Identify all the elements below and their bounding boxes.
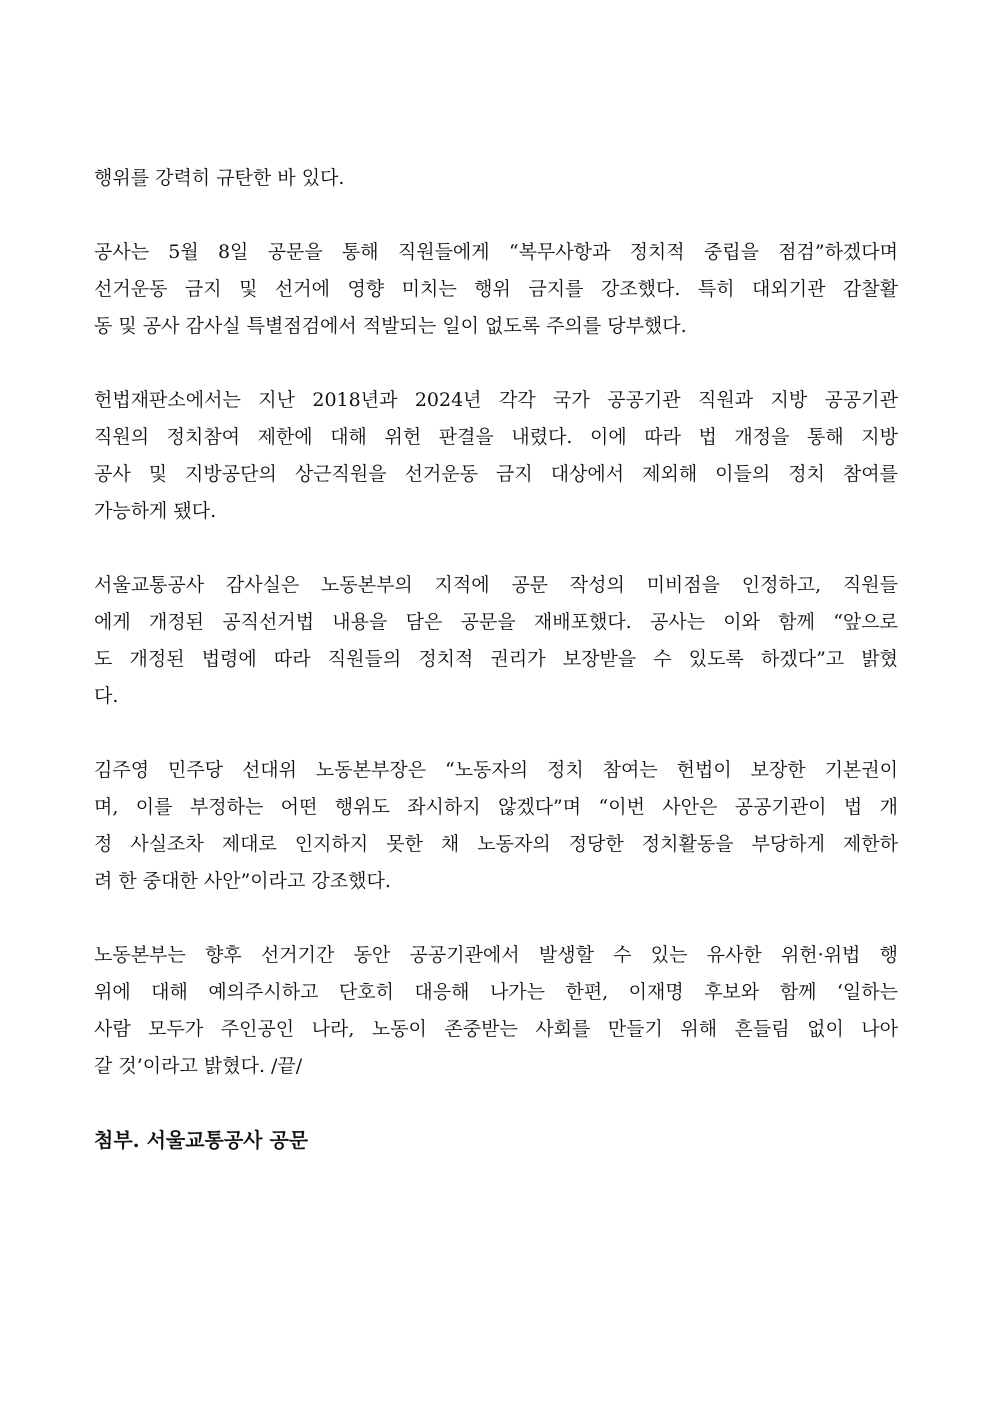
text-line: 동 및 공사 감사실 특별점검에서 적발되는 일이 없도록 주의를 당부했다. (94, 315, 687, 337)
text-line: 가능하게 됐다. (94, 500, 217, 522)
text-line: 에게 개정된 공직선거법 내용을 담은 공문을 재배포했다. 공사는 이와 함께 “앞으로 (94, 611, 898, 633)
text-line: 려 한 중대한 사안”이라고 강조했다. (94, 870, 391, 892)
document-page (94, 160, 898, 1159)
text-line: 사람 모두가 주인공인 나라, 노동이 존중받는 사회를 만들기 위해 흔들림 없이 나아 (94, 1018, 898, 1040)
paragraph-1 (94, 160, 898, 197)
paragraph-2 (94, 234, 898, 345)
text-line: 공사 및 지방공단의 상근직원을 선거운동 금지 대상에서 제외해 이들의 정치 참여를 (94, 463, 898, 485)
text-line: 정 사실조차 제대로 인지하지 못한 채 노동자의 정당한 정치활동을 부당하게 제한하 (94, 833, 898, 855)
text-line: 공사는 5월 8일 공문을 통해 직원들에게 “복무사항과 정치적 중립을 점검”하겠다며 (94, 241, 898, 263)
text-line: 헌법재판소에서는 지난 2018년과 2024년 각각 국가 공공기관 직원과 지방 공공기관 (94, 389, 898, 411)
text-line: 도 개정된 법령에 따라 직원들의 정치적 권리가 보장받을 수 있도록 하겠다”고 밝혔 (94, 648, 898, 670)
text-line: 직원의 정치참여 제한에 대해 위헌 판결을 내렸다. 이에 따라 법 개정을 통해 지방 (94, 426, 898, 448)
paragraph-3 (94, 382, 898, 530)
text-line: 선거운동 금지 및 선거에 영향 미치는 행위 금지를 강조했다. 특히 대외기관 감찰활 (94, 278, 898, 300)
text-line: 갈 것’이라고 밝혔다. /끝/ (94, 1055, 303, 1077)
paragraph-5 (94, 752, 898, 900)
paragraph-6 (94, 937, 898, 1085)
text-line: 다. (94, 685, 119, 707)
text-line: 김주영 민주당 선대위 노동본부장은 “노동자의 정치 참여는 헌법이 보장한 기본권이 (94, 759, 898, 781)
text-line: 노동본부는 향후 선거기간 동안 공공기관에서 발생할 수 있는 유사한 위헌·위법 행 (94, 944, 898, 966)
text-line: 행위를 강력히 규탄한 바 있다. (94, 167, 345, 189)
text-line: 서울교통공사 감사실은 노동본부의 지적에 공문 작성의 미비점을 인정하고, 직원들 (94, 574, 898, 596)
paragraph-4 (94, 567, 898, 715)
text-line: 며, 이를 부정하는 어떤 행위도 좌시하지 않겠다”며 “이번 사안은 공공기관이 법 개 (94, 796, 898, 818)
attachment-note: 첨부. 서울교통공사 공문 (94, 1128, 309, 1152)
text-line: 위에 대해 예의주시하고 단호히 대응해 나가는 한편, 이재명 후보와 함께 ‘일하는 (94, 981, 898, 1003)
